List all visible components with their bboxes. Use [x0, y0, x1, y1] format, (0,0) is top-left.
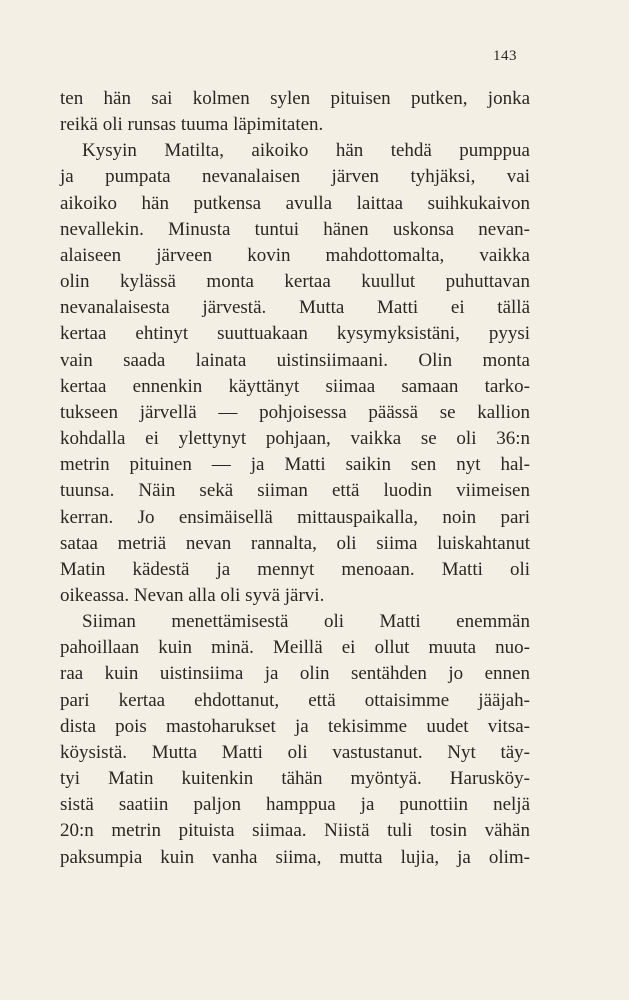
text-line: olin kylässä monta kertaa kuullut puhuttavan [60, 271, 530, 293]
text-line: pari kertaa ehdottanut, että ottaisimme jääjah- [60, 689, 530, 711]
text-line: Matin kädestä ja mennyt menoaan. Matti oli [60, 558, 530, 580]
text-line: ja pumpata nevanalaisen järven tyhjäksi, vai [60, 166, 530, 188]
text-line: nevanalaisesta järvestä. Mutta Matti ei tällä [60, 297, 530, 319]
text-line: ten hän sai kolmen sylen pituisen putken, jonka [60, 88, 530, 109]
page-number: 143 [493, 48, 517, 64]
body-text [60, 86, 530, 871]
text-line: aikoiko hän putkensa avulla laittaa suihkukaivon [60, 192, 530, 214]
text-line: Siiman menettämisestä oli Matti enemmän [82, 611, 530, 633]
text-line: tukseen järvellä — pohjoisessa päässä se kallion [60, 401, 530, 423]
text-line: raa kuin uistinsiima ja olin sentähden jo ennen [60, 663, 530, 685]
text-line: tuunsa. Näin sekä siiman että luodin viimeisen [60, 480, 530, 502]
text-line: reikä oli runsas tuuma läpimitaten. [60, 114, 324, 136]
text-line: oikeassa. Nevan alla oli syvä järvi. [60, 584, 325, 606]
text-line: alaiseen järveen kovin mahdottomalta, vaikka [60, 244, 530, 266]
text-line: kerran. Jo ensimäisellä mittauspaikalla, noin pari [60, 506, 530, 528]
text-line: köysistä. Mutta Matti oli vastustanut. Nyt täy- [60, 741, 530, 763]
text-line: paksumpia kuin vanha siima, mutta lujia, ja olim- [60, 846, 530, 868]
text-line: sistä saatiin paljon hamppua ja punottiin neljä [60, 794, 530, 816]
text-line: nevallekin. Minusta tuntui hänen uskonsa nevan- [60, 218, 530, 240]
text-line: Kysyin Matilta, aikoiko hän tehdä pumppua [82, 140, 530, 162]
text-line: kohdalla ei ylettynyt pohjaan, vaikka se oli 36:n [60, 428, 530, 450]
text-line: kertaa ennenkin käyttänyt siimaa samaan tarko- [60, 375, 530, 397]
text-line: dista pois mastoharukset ja tekisimme uudet vitsa- [60, 715, 530, 737]
text-line: tyi Matin kuitenkin tähän myöntyä. Harusköy- [60, 768, 530, 790]
text-line: metrin pituinen — ja Matti saikin sen nyt hal- [60, 454, 530, 476]
text-line: vain saada lainata uistinsiimaani. Olin monta [60, 349, 530, 371]
text-line: 20:n metrin pituista siimaa. Niistä tuli tosin vähän [60, 820, 530, 842]
text-line: kertaa ehtinyt suuttuakaan kysymyksistäni, pyysi [60, 323, 530, 345]
text-line: pahoillaan kuin minä. Meillä ei ollut muuta nuo- [60, 637, 530, 659]
text-line: sataa metriä nevan rannalta, oli siima luiskahtanut [60, 532, 530, 554]
